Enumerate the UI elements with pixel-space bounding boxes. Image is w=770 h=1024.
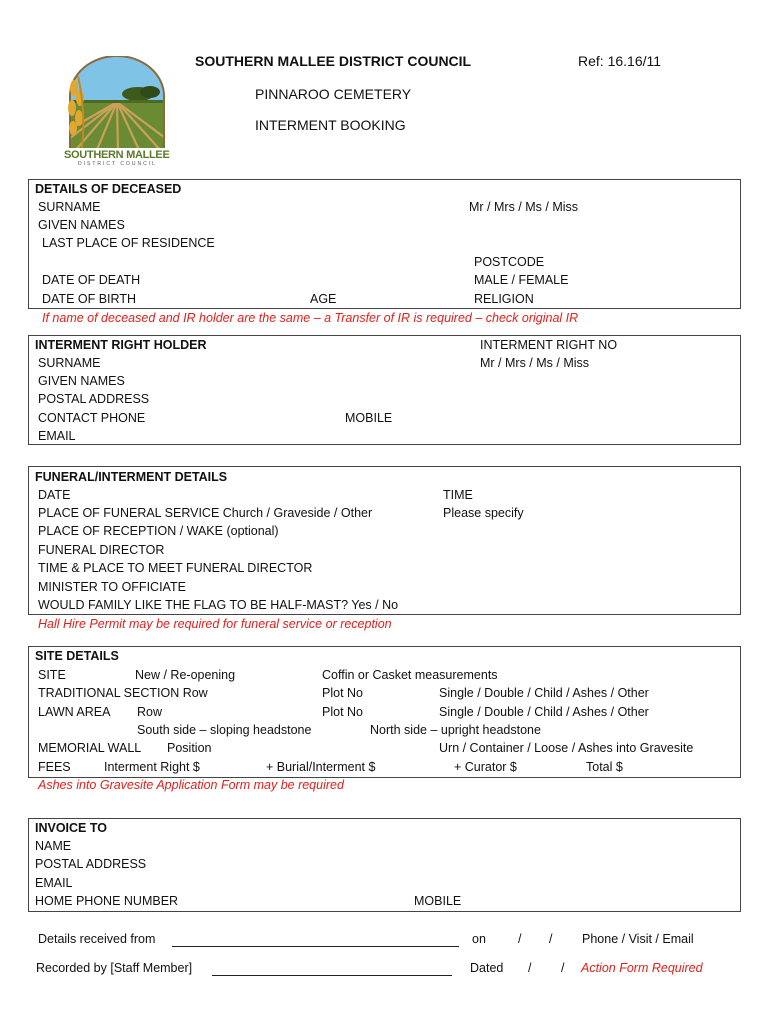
urn-option[interactable]: Urn / Container / Loose / Ashes into Gravesite [439, 741, 694, 755]
invoice-name-label: NAME [35, 839, 72, 853]
dated-slash-2: / [561, 961, 565, 975]
ir-holder-title: INTERMENT RIGHT HOLDER [35, 338, 207, 352]
ir-phone-label: CONTACT PHONE [38, 411, 146, 425]
position-label: Position [167, 741, 212, 755]
transfer-note: If name of deceased and IR holder are the same – a Transfer of IR is required – check original IR [42, 311, 579, 325]
ir-email-label: EMAIL [38, 429, 76, 443]
council-logo [60, 56, 174, 168]
traditional-section-label: TRADITIONAL SECTION Row [38, 686, 208, 700]
deceased-date-of-birth-label: DATE OF BIRTH [42, 292, 136, 306]
ir-postal-label: POSTAL ADDRESS [38, 392, 150, 406]
funeral-place-label[interactable]: PLACE OF FUNERAL SERVICE Church / Graveside / Other [38, 506, 373, 520]
plot-no-label-1: Plot No [322, 686, 363, 700]
invoice-home-phone-label: HOME PHONE NUMBER [35, 894, 179, 908]
site-label: SITE [38, 668, 66, 682]
funeral-title: FUNERAL/INTERMENT DETAILS [35, 470, 228, 484]
coffin-label: Coffin or Casket measurements [322, 668, 498, 682]
deceased-salutation[interactable]: Mr / Mrs / Ms / Miss [469, 200, 579, 214]
recorded-by-line[interactable] [212, 975, 452, 976]
ashes-note: Ashes into Gravesite Application Form may be required [38, 778, 344, 792]
deceased-age-label: AGE [310, 292, 337, 306]
reception-label: PLACE OF RECEPTION / WAKE (optional) [38, 524, 279, 538]
plot-no-label-2: Plot No [322, 705, 363, 719]
plot-type-option-1[interactable]: Single / Double / Child / Ashes / Other [439, 686, 649, 700]
deceased-gender[interactable]: MALE / FEMALE [474, 273, 569, 287]
ir-given-names-label: GIVEN NAMES [38, 374, 125, 388]
dated-slash-1: / [528, 961, 532, 975]
lawn-area-label: LAWN AREA [38, 705, 111, 719]
deceased-surname-label: SURNAME [38, 200, 101, 214]
deceased-title: DETAILS OF DECEASED [35, 182, 182, 196]
deceased-residence-label: LAST PLACE OF RESIDENCE [42, 236, 215, 250]
logo-text-main: SOUTHERN MALLEE [64, 149, 170, 161]
deceased-date-of-death-label: DATE OF DEATH [42, 273, 141, 287]
funeral-date-label: DATE [38, 488, 71, 502]
plot-type-option-2[interactable]: Single / Double / Child / Ashes / Other [439, 705, 649, 719]
hall-hire-note: Hall Hire Permit may be required for funeral service or reception [38, 617, 392, 631]
received-from-label: Details received from [38, 932, 156, 946]
ir-number-label: INTERMENT RIGHT NO [480, 338, 618, 352]
ir-surname-label: SURNAME [38, 356, 101, 370]
received-date-slash-2: / [549, 932, 553, 946]
recorded-by-label: Recorded by [Staff Member] [36, 961, 193, 975]
funeral-director-label: FUNERAL DIRECTOR [38, 543, 165, 557]
total-fee: Total $ [586, 760, 623, 774]
received-on-label: on [472, 932, 486, 946]
interment-right-fee: Interment Right $ [104, 760, 200, 774]
action-form-note: Action Form Required [581, 961, 703, 975]
contact-method[interactable]: Phone / Visit / Email [582, 932, 694, 946]
meet-director-label: TIME & PLACE TO MEET FUNERAL DIRECTOR [38, 561, 313, 575]
ir-mobile-label: MOBILE [345, 411, 393, 425]
invoice-mobile-label: MOBILE [414, 894, 462, 908]
deceased-religion-label: RELIGION [474, 292, 534, 306]
invoice-email-label: EMAIL [35, 876, 73, 890]
ir-salutation[interactable]: Mr / Mrs / Ms / Miss [480, 356, 590, 370]
curator-fee: + Curator $ [454, 760, 517, 774]
minister-label: MINISTER TO OFFICIATE [38, 580, 186, 594]
received-date-slash-1: / [518, 932, 522, 946]
cemetery-name: PINNAROO CEMETERY [255, 86, 412, 102]
site-title: SITE DETAILS [35, 649, 119, 663]
logo-text-sub: DISTRICT COUNCIL [78, 161, 157, 167]
new-reopening-option[interactable]: New / Re-opening [135, 668, 236, 682]
fees-label: FEES [38, 760, 71, 774]
deceased-given-names-label: GIVEN NAMES [38, 218, 125, 232]
lawn-row-label: Row [137, 705, 163, 719]
burial-fee: + Burial/Interment $ [266, 760, 376, 774]
reference-number: Ref: 16.16/11 [578, 53, 662, 69]
flag-question[interactable]: WOULD FAMILY LIKE THE FLAG TO BE HALF-MAST? Yes / No [38, 598, 399, 612]
council-name: SOUTHERN MALLEE DISTRICT COUNCIL [195, 53, 472, 69]
memorial-wall-label: MEMORIAL WALL [38, 741, 142, 755]
form-title: INTERMENT BOOKING [255, 117, 406, 133]
funeral-time-label: TIME [443, 488, 473, 502]
dated-label: Dated [470, 961, 504, 975]
invoice-title: INVOICE TO [35, 821, 108, 835]
south-side-option[interactable]: South side – sloping headstone [137, 723, 312, 737]
deceased-postcode-label: POSTCODE [474, 255, 545, 269]
invoice-postal-label: POSTAL ADDRESS [35, 857, 147, 871]
received-from-line[interactable] [172, 946, 459, 947]
please-specify-label: Please specify [443, 506, 524, 520]
north-side-option[interactable]: North side – upright headstone [370, 723, 541, 737]
